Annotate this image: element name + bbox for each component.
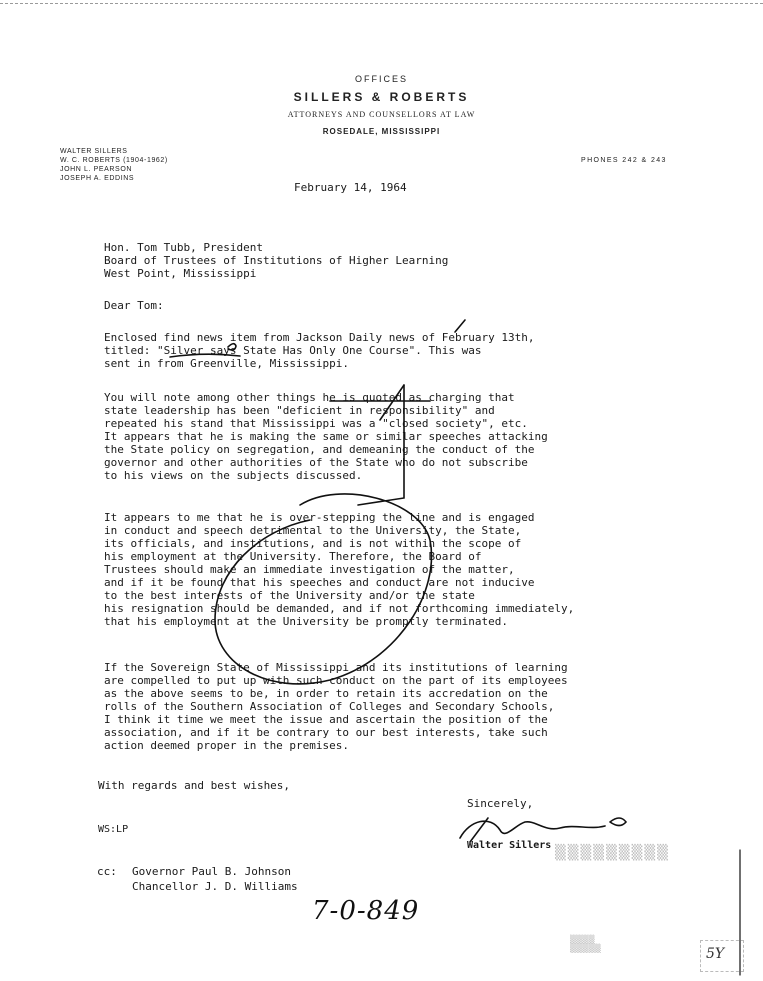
corner-code: 5Y (706, 946, 725, 962)
letterhead-town: ROSEDALE, MISSISSIPPI (322, 127, 441, 136)
signature-mark (470, 818, 488, 842)
body-paragraph-2: You will note among other things he is quoted as charging that state leadership has been "deficient in responsibility" and repeated his stand that Mississippi was a "closed society", etc. It appears that he is making the same or similar speeches attacking the State policy on segregation, and demeaning the conduct of the governor and other authorities of the State who do not subscribe to his views on the subjects discussed. (104, 391, 548, 482)
phone-numbers: PHONES 242 & 243 (581, 157, 667, 164)
letterhead-firm-name: SILLERS & ROBERTS (293, 90, 470, 104)
partner-list (60, 147, 168, 183)
signer-name: Walter Sillers (467, 840, 552, 851)
body-paragraph-3: It appears to me that he is over-stepping the line and is engaged in conduct and speech detrimental to the University, the State, its officials, and institutions, and is not within the scope of his employment at the University. Therefore, the Board of Trustees should make an immediate investigation of the matter, and if it be found that his speeches and conduct are not inducive to the best interests of the University and/or the state his resignation should be demanded, and if not forthcoming immediately, that his employment at the University be promptly terminated. (104, 511, 575, 628)
carbon-copy-list (97, 864, 298, 894)
salutation: Dear Tom: (104, 299, 164, 312)
address-line: Board of Trustees of Institutions of Higher Learning (104, 254, 449, 267)
cc-recipient: Governor Paul B. Johnson (132, 865, 291, 878)
letter-date: February 14, 1964 (294, 181, 407, 194)
body-paragraph-1: Enclosed find news item from Jackson Daily news of February 13th, titled: "Silver says State Has Only One Course". This was sent in from Greenville, Mississippi. (104, 331, 535, 370)
archive-stamp-small: ▒▒▒▒ ▒▒▒▒▒ (570, 935, 601, 953)
partner-name: JOHN L. PEARSON (60, 166, 133, 173)
typist-initials: WS:LP (98, 824, 129, 835)
cc-recipient: Chancellor J. D. Williams (132, 880, 298, 893)
archive-stamp: ▒▒▒▒▒▒▒▒▒ (555, 845, 670, 861)
partner-name: WALTER SILLERS (60, 148, 128, 155)
closing-line: With regards and best wishes, (98, 779, 291, 792)
cc-label: cc: (97, 865, 117, 878)
address-line: West Point, Mississippi (104, 267, 257, 280)
handwritten-file-number: 7-0-849 (312, 896, 420, 926)
signature-mark (610, 818, 626, 826)
letterhead-attorneys: ATTORNEYS AND COUNSELLORS AT LAW (287, 110, 476, 119)
address-line: Hon. Tom Tubb, President (104, 241, 263, 254)
partner-name: JOSEPH A. EDDINS (60, 175, 135, 182)
letterhead-offices: OFFICES (354, 74, 408, 84)
sign-off: Sincerely, (467, 797, 534, 810)
signature-mark (460, 821, 605, 838)
partner-name: W. C. ROBERTS (1904-1962) (60, 157, 168, 164)
page-top-rule (0, 3, 763, 4)
recipient-address (104, 241, 448, 280)
body-paragraph-4: If the Sovereign State of Mississippi and its institutions of learning are compelled to put up with such conduct on the part of its employees as the above seems to be, in order to retain its accredation on the rolls of the Southern Association of Colleges and Secondary Schools, I think it time we meet the issue and ascertain the position of the association, and if it be contrary to our best interests, take such action deemed proper in the premises. (104, 661, 568, 752)
